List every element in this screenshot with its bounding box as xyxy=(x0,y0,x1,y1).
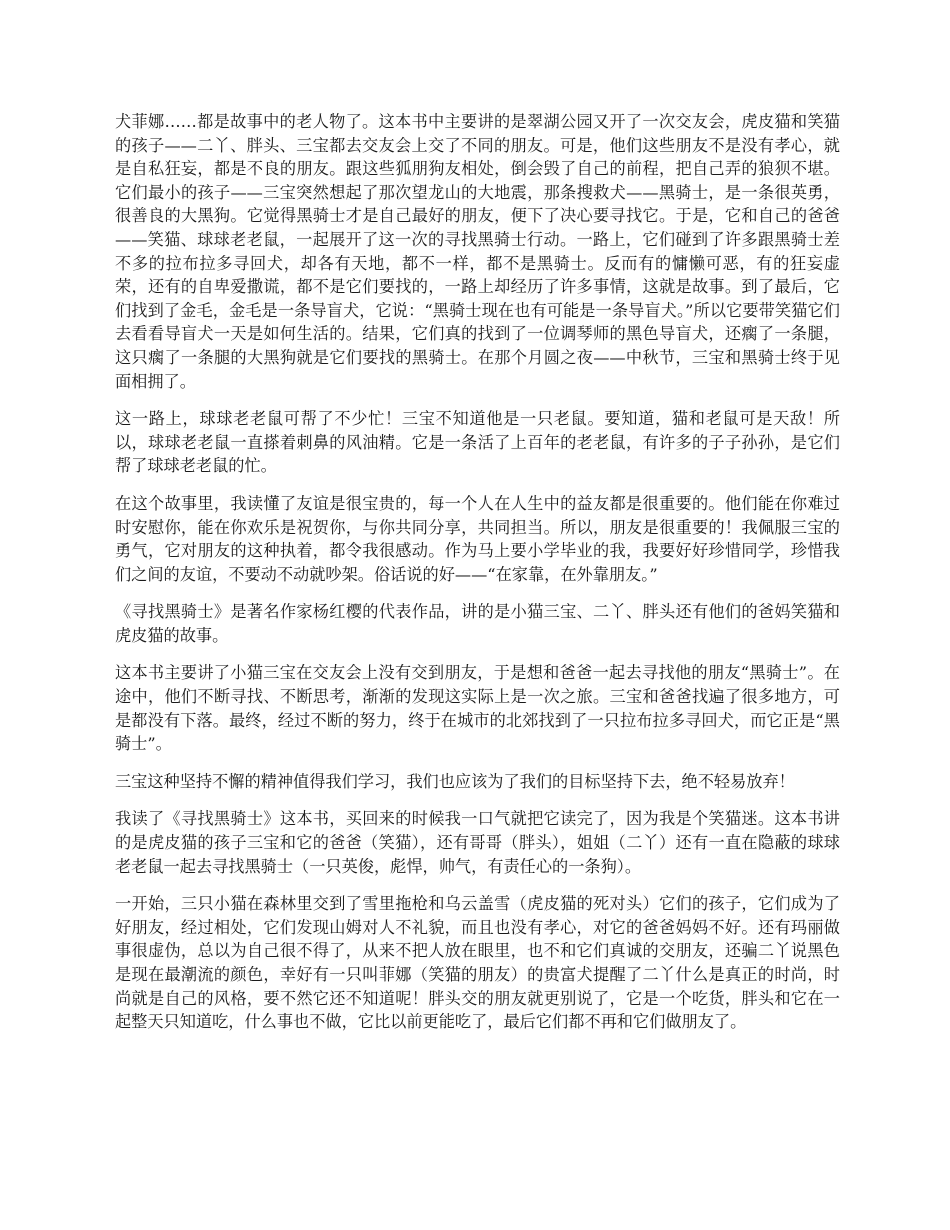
paragraph-7: 我读了《寻找黑骑士》这本书，买回来的时候我一口气就把它读完了，因为我是个笑猫迷。这本书讲的是虎皮猫的孩子三宝和它的爸爸（笑猫），还有哥哥（胖头），姐姐（二丫）还有一直在隐蔽的球球老老鼠一起去寻找黑骑士（一只英俊，彪悍，帅气，有责任心的一条狗）。 xyxy=(115,809,840,876)
paragraph-2: 这一路上，球球老老鼠可帮了不少忙！三宝不知道他是一只老鼠。要知道，猫和老鼠可是天敌！所以，球球老老鼠一直搽着刺鼻的风油精。它是一条活了上百年的老老鼠，有许多的子子孙孙，是它们帮了球球老老鼠的忙。 xyxy=(115,409,840,476)
paragraph-6: 三宝这种坚持不懈的精神值得我们学习，我们也应该为了我们的目标坚持下去，绝不轻易放弃！ xyxy=(115,771,795,791)
paragraph-8: 一开始，三只小猫在森林里交到了雪里拖枪和乌云盖雪（虎皮猫的死对头）它们的孩子，它们成为了好朋友，经过相处，它们发现山姆对人不礼貌，而且也没有孝心，对它的爸爸妈妈不好。还有玛丽做事很虚伪，总以为自己很不得了，从来不把人放在眼里，也不和它们真诚的交朋友，还骗二丫说黑色是现在最潮流的颜色，幸好有一只叫菲娜（笑猫的朋友）的贵富犬提醒了二丫什么是真正的时尚，时尚就是自己的风格，要不然它还不知道呢！胖头交的朋友就更别说了，它是一个吃货，胖头和它在一起整天只知道吃，什么事也不做，它比以前更能吃了，最后它们都不再和它们做朋友了。 xyxy=(115,894,840,1032)
paragraph-1: 犬菲娜……都是故事中的老人物了。这本书中主要讲的是翠湖公园又开了一次交友会，虎皮猫和笑猫的孩子——二丫、胖头、三宝都去交友会上交了不同的朋友。可是，他们这些朋友不是没有孝心，就是自私狂妄，都是不良的朋友。跟这些狐朋狗友相处，倒会毁了自己的前程，把自己弄的狼狈不堪。它们最小的孩子——三宝突然想起了那次望龙山的大地震，那条搜救犬——黑骑士，是一条很英勇，很善良的大黑狗。它觉得黑骑士才是自己最好的朋友，便下了决心要寻找它。于是，它和自己的爸爸——笑猫、球球老老鼠，一起展开了这一次的寻找黑骑士行动。一路上，它们碰到了许多跟黑骑士差不多的拉布拉多寻回犬，却各有天地，都不一样，都不是黑骑士。反而有的慵懒可恶，有的狂妄虚荣，还有的自卑爱撒谎，都不是它们要找的，一路上却经历了许多事情，这就是故事。到了最后，它们找到了金毛，金毛是一条导盲犬，它说：“黑骑士现在也有可能是一条导盲犬。”所以它要带笑猫它们去看看导盲犬一天是如何生活的。结果，它们真的找到了一位调琴师的黑色导盲犬，还瘸了一条腿，这只瘸了一条腿的大黑狗就是它们要找的黑骑士。在那个月圆之夜——中秋节，三宝和黑骑士终于见面相拥了。 xyxy=(115,112,840,391)
paragraph-4: 《寻找黑骑士》是著名作家杨红樱的代表作品，讲的是小猫三宝、二丫、胖头还有他们的爸妈笑猫和虎皮猫的故事。 xyxy=(115,602,840,645)
article-body xyxy=(115,110,840,1048)
paragraph-5: 这本书主要讲了小猫三宝在交友会上没有交到朋友，于是想和爸爸一起去寻找他的朋友“黑骑士”。在途中，他们不断寻找、不断思考，渐渐的发现这实际上是一次之旅。三宝和爸爸找遍了很多地方，可是都没有下落。最终，经过不断的努力，终于在城市的北郊找到了一只拉布拉多寻回犬，而它正是“黑骑士”。 xyxy=(115,663,840,754)
paragraph-3: 在这个故事里，我读懂了友谊是很宝贵的，每一个人在人生中的益友都是很重要的。他们能在你难过时安慰你，能在你欢乐是祝贺你，与你共同分享，共同担当。所以，朋友是很重要的！我佩服三宝的勇气，它对朋友的这种执着，都令我很感动。作为马上要小学毕业的我，我要好好珍惜同学，珍惜我们之间的友谊，不要动不动就吵架。俗话说的好——“在家靠，在外靠朋友。” xyxy=(115,493,840,584)
